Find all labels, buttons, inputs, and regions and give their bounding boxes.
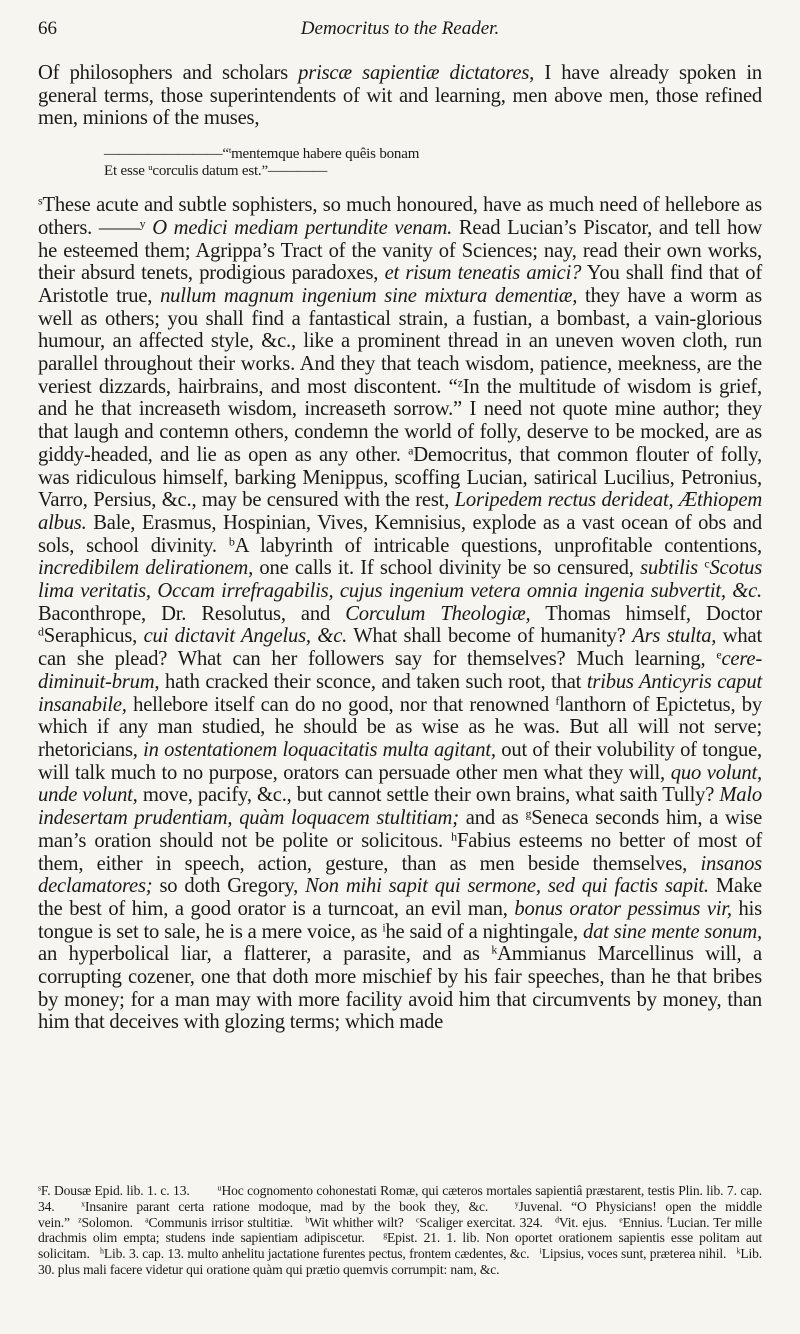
- footnote-marker: e: [716, 647, 722, 662]
- footnotes: [38, 1183, 762, 1278]
- footnote-marker: u: [148, 162, 153, 173]
- footnote-g: Epist. 21. 1. lib. Non oportet orationem sapientis esse politam aut solicitam.: [38, 1230, 762, 1262]
- footnote-marker: f: [555, 693, 560, 708]
- verse-line-1: ————————“$^t$mentemque habere quêis bonam: [104, 145, 420, 163]
- footnote-marker: d: [38, 624, 44, 639]
- footnote-b: Wit whither wilt?: [309, 1214, 404, 1230]
- main-text: [38, 62, 762, 1034]
- verse-line-2: Et esse $^u$corculis datum est.”————: [104, 162, 328, 180]
- footnote-marker: a: [408, 443, 414, 458]
- footnote-marker: y: [139, 216, 146, 231]
- footnote-f: Lucian. Ter mille drachmis olim empta; studens inde sapientiam adipiscetur.: [38, 1214, 763, 1246]
- footnote-i: Lipsius, voces sunt, præterea nihil.: [541, 1246, 727, 1262]
- footnote-d: Vit. ejus.: [558, 1214, 607, 1230]
- paragraph-philosophers: Of philosophers and scholars priscæ sapientiæ dictatores, I have already spoken in general terms, those superintendents of wit and learning, men above men, those refined men, minions of the muses,: [38, 62, 762, 130]
- footnote-marker: z: [457, 375, 463, 390]
- footnote-marker: s: [38, 193, 43, 208]
- page-number: 66: [38, 18, 57, 39]
- footnote-marker: k: [491, 942, 498, 957]
- page-header: [38, 14, 762, 44]
- footnote-c: Scaliger exercitat. 324.: [419, 1214, 543, 1230]
- footnote-a: Communis irrisor stultitiæ.: [148, 1214, 294, 1230]
- verse-quotation: [104, 146, 762, 180]
- footnote-block: $^s$F. Dousæ Epid. lib. 1. c. 13. $^u$Hoc cognomento cohonestati Romæ, qui cæteros mortales sapientiâ præstarent, testis Plin. lib. 7. cap. 34. $^x$Insanire parant certa ratione modoque, mad by the book they, &c. $^y$Juvenal. “O Physicians! open the middle vein.” $^z$Solomon. $^a$Communis irrisor stultitiæ. $^b$Wit whither wilt? $^c$Scaliger exercitat. 324. $^d$Vit. ejus. $^e$Ennius. $^f$Lucian. Ter mille drachmis olim empta; studens inde sapientiam adipiscetur. $^g$Epist. 21. 1. lib. Non oportet orationem sapientis esse politam aut solicitam. $^h$Lib. 3. cap. 13. multo anhelitu jactatione furentes pectus, frontem cædentes, &c. $^i$Lipsius, voces sunt, præterea nihil. $^k$Lib. 30. plus mali facere videtur qui oratione quàm qui prætio quemvis corrumpit: nam, &c.: [38, 1183, 763, 1277]
- footnote-marker: c: [704, 556, 710, 571]
- footnote-y: Juvenal. “O Physicians! open the middle vein.”: [38, 1198, 763, 1230]
- footnote-x: Insanire parant certa ratione modoque, mad by the book they, &c.: [84, 1198, 489, 1214]
- footnote-k: Lib. 30. plus mali facere videtur qui oratione quàm qui prætio quemvis corrumpit: nam, &c.: [38, 1246, 763, 1277]
- paragraph-sophisters: $^s$These acute and subtle sophisters, so much honoured, have as much need of hellebore as others. ——$^y$ O medici mediam pertundite venam. Read Lucian’s Piscator, and tell how he esteemed them; Agrippa’s Tract of the vanity of Sciences; nay, read their own works, their absurd tenets, prodigious paradoxes, et risum teneatis amici? You shall find that of Aristotle true, nullum magnum ingenium sine mixtura dementiæ, they have a worm as well as others; you shall find a fantastical strain, a fustian, a bombast, a vain-glorious humour, an affected style, &c., like a prominent thread in an uneven woven cloth, run parallel throughout their works. And they that teach wisdom, patience, meekness, are the veriest dizzards, hairbrains, and most discontent. “$^z$In the multitude of wisdom is grief, and he that increaseth wisdom, increaseth sorrow.” I need not quote mine author; they that laugh and contemn others, condemn the world of folly, deserve to be mocked, are as giddy-headed, and lie as open as any other. $^a$Democritus, that common flouter of folly, was ridiculous himself, barking Menippus, scoffing Lucian, satirical Lucilius, Petronius, Varro, Persius, &c., may be censured with the rest, Loripedem rectus derideat, Æthiopem albus. Bale, Erasmus, Hospinian, Vives, Kemnisius, explode as a vast ocean of obs and sols, school divinity. $^b$A labyrinth of intricable questions, unprofitable contentions, incredibilem delirationem, one calls it. If school divinity be so censured, subtilis $^c$Scotus lima veritatis, Occam irrefragabilis, cujus ingenium vetera omnia ingenia subvertit, &c. Baconthrope, Dr. Resolutus, and Corculum Theologiæ, Thomas himself, Doctor $^d$Seraphicus, cui dictavit Angelus, &c. What shall become of humanity? Ars stulta, what can she plead? What can her followers say for themselves? Much learning, $^e$cere-diminuit-brum, hath cracked their sconce, and taken such root, that tribus Anticyris caput insanabile, hellebore itself can do no good, nor that renowned $^f$lanthorn of Epictetus, by which if any man studied, he should be as wise as he was. But all will not serve; rhetoricians, in ostentationem loquacitatis multa agitant, out of their volubility of tongue, will talk much to no purpose, orators can persuade other men what they will, quo volunt, unde volunt, move, pacify, &c., but cannot settle their own brains, what saith Tully? Malo indesertam prudentiam, quàm loquacem stultitiam; and as $^g$Seneca seconds him, a wise man’s oration should not be polite or solicitous. $^h$Fabius esteems no better of most of them, either in speech, action, gesture, than as men beside themselves, insanos declamatores; so doth Gregory, Non mihi sapit qui sermone, sed qui factis sapit. Make the best of him, a good orator is a turncoat, an evil man, bonus orator pessimus vir, his tongue is set to sale, he is a mere voice, as $^i$he said of a nightingale, dat sine mente sonum, an hyperbolical liar, a flatterer, a parasite, and as $^k$Ammianus Marcellinus will, a corrupting cozener, one that doth more mischief by his fair speeches, than he that bribes by money; for a man may with more facility avoid him that circumvents by money, than him that deceives with glozing terms; which made: [38, 193, 763, 1034]
- footnote-e: Ennius.: [622, 1214, 663, 1230]
- footnote-marker: g: [525, 806, 532, 821]
- footnote-z: Solomon.: [81, 1214, 133, 1230]
- footnote-marker: t: [228, 145, 232, 156]
- footnote-u: Hoc cognomento cohonestati Romæ, qui cæteros mortales sapientiâ præstarent, testis Plin. lib. 7. cap. 34.: [38, 1183, 762, 1214]
- footnote-marker: b: [228, 534, 235, 549]
- footnote-s: F. Dousæ Epid. lib. 1. c. 13.: [40, 1183, 190, 1198]
- footnote-h: Lib. 3. cap. 13. multo anhelitu jactatione furentes pectus, frontem cædentes, &c.: [103, 1246, 530, 1262]
- running-title: Democritus to the Reader.: [300, 18, 500, 39]
- footnote-marker: h: [451, 829, 457, 844]
- footnote-marker: i: [382, 920, 386, 935]
